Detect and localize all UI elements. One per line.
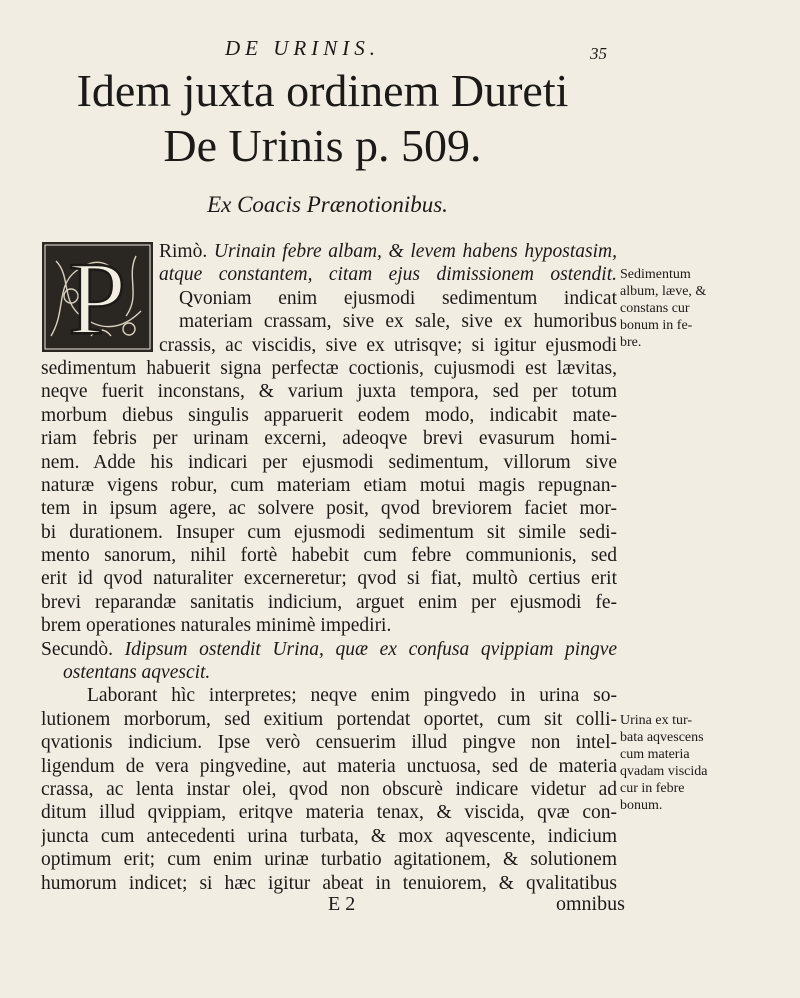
subtitle: Ex Coacis Prænotionibus. (207, 192, 448, 217)
margin-note-urina: Urina ex tur- bata aqvescens cum materia qvadam viscida cur in febre bonum. (620, 713, 708, 813)
text-line: ostentans aqvescit. (63, 662, 211, 684)
text-line: optimum erit; cum enim urinæ turbatio agitationem, & solutionem (41, 849, 617, 871)
text-line: bi durationem. Insuper cum ejusmodi sedimentum sit simile sedi- (41, 521, 617, 543)
margin-note-sedimentum: Sedimentum album, læve, & constans cur bonum in fe- bre. (620, 267, 707, 350)
text-line: riam febris per urinam excerni, adeoqve brevi evasurum homi- (41, 428, 617, 450)
text-line: crassa, ac lenta instar olei, qvod non obscurè indicare videtur ad (41, 778, 617, 800)
drop-cap-letter: P (68, 241, 126, 353)
text-line: brevi reparandæ sanitatis indicium, arguet enim per ejusmodi fe- (41, 591, 617, 613)
title-line-1: Idem juxta ordinem Dureti (76, 65, 569, 116)
text-line: materiam crassam, sive ex sale, sive ex humoribus (179, 311, 617, 333)
text-line: naturæ vigens robur, cum materiam etiam motui magis repugnan- (41, 474, 617, 496)
text-line: Rimò. Urinain febre albam, & levem habens hypostasim, (159, 241, 617, 262)
text-line: brem operationes naturales minimè impediri. (41, 615, 392, 637)
text-line: tem in ipsum agere, ac solvere posit, qvod breviorem faciet mor- (41, 498, 617, 520)
text-line: neqve fuerit inconstans, & varium juxta tempora, sed per totum (41, 381, 617, 403)
text-line: Secundò. Idipsum ostendit Urina, quæ ex confusa qvippiam pingve (41, 638, 617, 660)
text-line: ligendum de vera pingvedine, aut materia unctuosa, sed de materia (41, 755, 617, 777)
text-line: ditum illud qvippiam, eritqve materia tenax, & viscida, qvæ con- (41, 802, 617, 824)
text-line: erit id qvod naturaliter excerneretur; qvod si fiat, multò certius erit (41, 568, 617, 590)
catchword: omnibus (556, 893, 625, 915)
text-line: crassis, ac viscidis, sive ex utrisqve; si igitur ejusmodi (159, 334, 617, 356)
title-line-2: De Urinis p. 509. (163, 120, 482, 171)
signature-mark: E 2 (328, 893, 356, 915)
text-line: nem. Adde his indicari per ejusmodi sedimentum, villorum sive (41, 451, 617, 473)
text-line: qvationis indicium. Ipse verò censuerim illud pingve non intel- (41, 732, 617, 754)
text-line: mento sanorum, nihil fortè habebit cum febre communionis, sed (41, 545, 617, 567)
text-line: sedimentum habuerit signa perfectæ coctionis, cujusmodi est lævitas, (41, 357, 617, 379)
text-line: humorum indicet; si hæc igitur abeat in tenuiorem, & qvalitatibus (41, 872, 617, 894)
text-line: juncta cum antecedenti urina turbata, & mox aqvescente, indicium (41, 825, 617, 847)
text-line: Qvoniam enim ejusmodi sedimentum indicat (179, 287, 617, 309)
text-line: atque constantem, citam ejus dimissionem ostendit. (159, 264, 617, 286)
running-head: DE URINIS. (225, 36, 380, 60)
page-number: 35 (590, 44, 607, 63)
text-line: lutionem morborum, sed exitium portendat oportet, cum sit colli- (41, 708, 617, 730)
main-text (41, 240, 617, 895)
text-line: Laborant hìc interpretes; neqve enim pingvedo in urina so- (87, 685, 617, 707)
text-line: morbum diebus singulis apparuerit eodem modo, indicabit mate- (41, 404, 617, 426)
